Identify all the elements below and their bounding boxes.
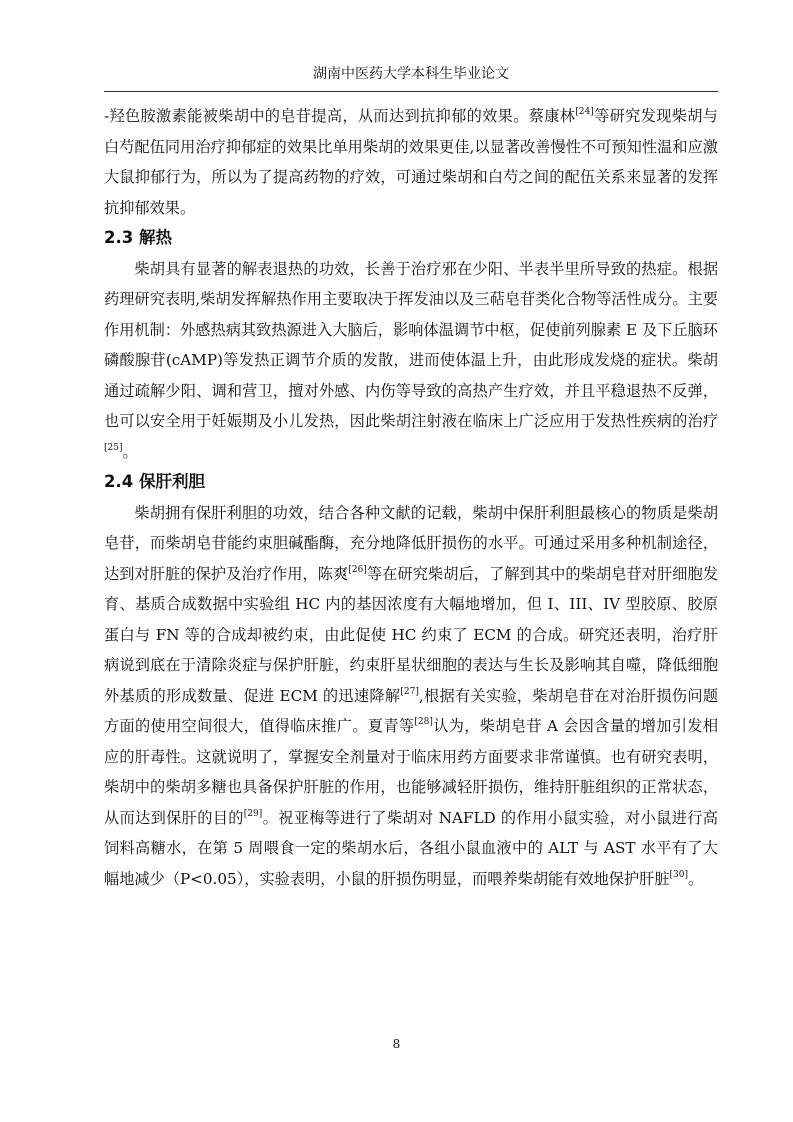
text-run: 。 <box>688 869 704 888</box>
text-run: 等研究发现柴胡与白芍配伍同用治疗抑郁症的效果比单用柴胡的效果更佳,以显著改善慢性不可预知性温和应激大鼠抑郁行为，所以为了提高药物的疗效，可通过柴胡和白芍之间的配伍关系来显著的发挥抗抑郁效果。 <box>104 107 718 217</box>
text-run: 。 <box>122 442 138 461</box>
text-run: 等在研究柴胡后，了解到其中的柴胡皂苷对肝细胞发育、基质合成数据中实验组 HC 内的基因浓度有大幅地增加，但 I、III、IV 型胶原、胶原蛋白与 FN 等的合成却被约束，由此促使 HC 约束了 ECM 的合成。研究还表明，治疗肝病说到底在于清除炎症与保护肝脏，约束肝星状细胞的表达与生长及影响其自噬，降低细胞外基质的形成数量、促进 ECM 的迅速降解 <box>104 564 719 705</box>
citation-29: [29] <box>243 808 263 819</box>
text-run: 认为，柴胡皂苷 A 会因含量的增加引发相应的肝毒性。这就说明了，掌握安全剂量对于临床用药方面要求非常谨慎。也有研究表明，柴胡中的柴胡多糖也具备保护肝脏的作用，也能够减轻肝损伤，维持肝脏组织的正常状态，从而达到保肝的目的 <box>104 717 719 827</box>
header-rule <box>104 91 718 92</box>
text-run: 。祝亚梅等进行了柴胡对 NAFLD 的作用小鼠实验，对小鼠进行高饲料高糖水，在第 5 周喂食一定的柴胡水后，各组小鼠血液中的 ALT 与 AST 水平有了大幅地减少（P<0.05），实验表明，小鼠的肝损伤明显，而喂养柴胡能有效地保护肝脏 <box>104 808 718 888</box>
citation-30: [30] <box>669 869 689 880</box>
citation-25: [25] <box>104 442 123 453</box>
text-run: 柴胡具有显著的解表退热的功效，长善于治疗邪在少阳、半表半里所导致的热症。根据药理研究表明,柴胡发挥解热作用主要取决于挥发油以及三萜皂苷类化合物等活性成分。主要作用机制：外感热病其致热源进入大脑后，影响体温调节中枢，促使前列腺素 E 及下丘脑环磷酸腺苷(cAMP)等发热正调节介质的发散，进而使体温上升，由此形成发烧的症状。柴胡通过疏解少阳、调和营卫，擅对外感、内伤等导致的高热产生疗效，并且平稳退热不反弹，也可以安全用于妊娠期及小儿发热，因此柴胡注射液在临床上广泛应用于发热性疾病的治疗 <box>104 259 718 430</box>
text-run: 柴胡拥有保肝利胆的功效，结合各种文献的记载，柴胡中保肝利胆最核心的物质是柴胡皂苷，而柴胡皂苷能约束胆碱酯酶，充分地降低肝损伤的水平。可通过采用多种机制途径，达到对肝脏的保护及治疗作用，陈爽 <box>104 503 718 583</box>
section-heading-2-4: 2.4 保肝利胆 <box>104 472 205 491</box>
section-heading-2-3: 2.3 解热 <box>104 228 172 247</box>
citation-24: [24] <box>575 107 594 117</box>
text-run: ,根据有关实验，柴胡皂苷在对治肝损伤问题方面的使用空间很大，值得临床推广。夏青等 <box>104 686 719 735</box>
page-body <box>104 101 718 894</box>
paragraph-liver-protection <box>104 498 718 895</box>
running-header: 湖南中医药大学本科生毕业论文 <box>313 66 509 82</box>
paragraph-antipyretic <box>104 254 718 468</box>
citation-28: [28] <box>414 717 433 727</box>
text-run: -羟色胺激素能被柴胡中的皂苷提高，从而达到抗抑郁的效果。蔡康林 <box>104 107 576 125</box>
citation-27: [27] <box>400 686 419 697</box>
paragraph-antidepressant-continuation <box>104 101 718 223</box>
page-number: 8 <box>392 1037 401 1051</box>
citation-26: [26] <box>348 564 367 575</box>
